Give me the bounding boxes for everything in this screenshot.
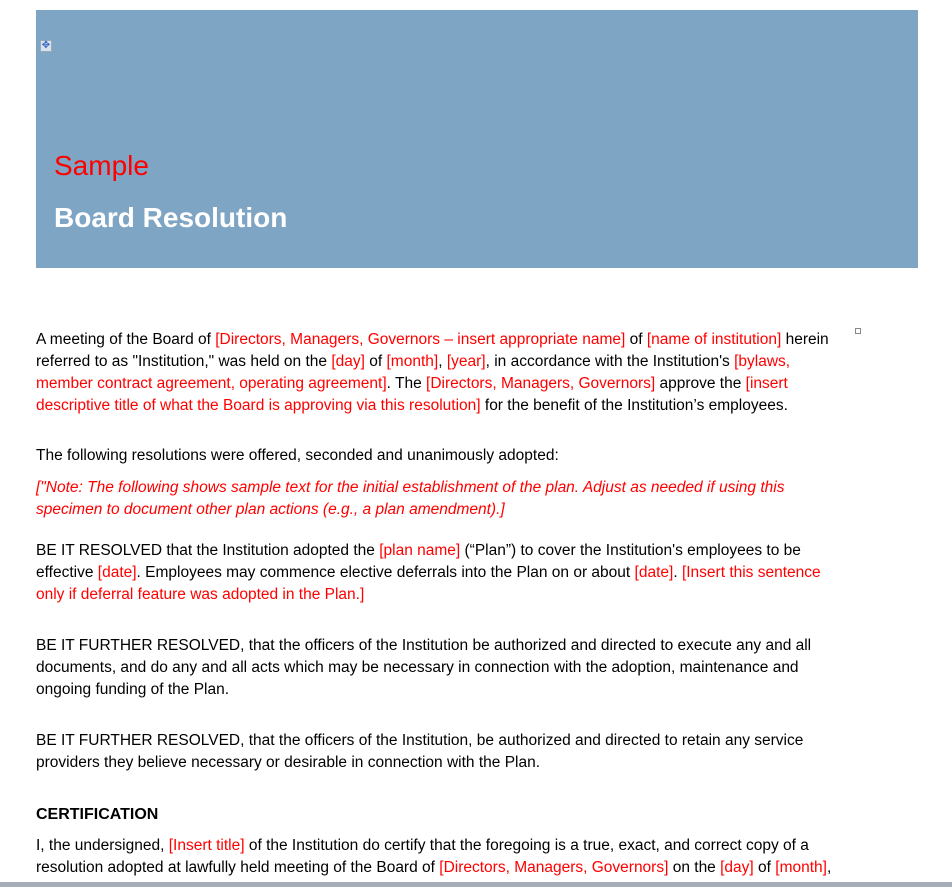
text: of [364, 353, 387, 370]
following-text: The following resolutions were offered, seconded and unanimously adopted: [36, 447, 559, 464]
resolved-paragraph-2 [36, 635, 916, 701]
placeholder-effective-date[interactable]: [date] [97, 564, 137, 581]
placeholder-month[interactable]: [month] [386, 353, 439, 370]
certification-heading: CERTIFICATION [36, 806, 159, 823]
text: resolution adopted at lawfully held meeting of the Board of [36, 859, 440, 876]
resolved2-line-1: BE IT FURTHER RESOLVED, that the officers of the Institution be authorized and directed to execute any and all [36, 637, 812, 654]
certification-line-2 [36, 857, 916, 879]
placeholder-board-type-2[interactable]: [Directors, Managers, Governors] [426, 375, 656, 392]
placeholder-board-type[interactable]: [Directors, Managers, Governors – insert appropriate name] [215, 331, 626, 348]
placeholder-cert-day[interactable]: [day] [720, 859, 754, 876]
text: . [673, 564, 682, 581]
note-line-1: ["Note: The following shows sample text for the initial establishment of the plan. Adjust as needed if using this [36, 479, 785, 496]
text: on the [668, 859, 721, 876]
text: I, the undersigned, [36, 837, 169, 854]
window-bottom-border [0, 882, 952, 887]
text: of the Institution do certify that the foregoing is a true, exact, and correct copy of a [244, 837, 809, 854]
text: BE IT RESOLVED that the Institution adopted the [36, 542, 380, 559]
text: effective [36, 564, 98, 581]
resolved1-line-2 [36, 562, 916, 584]
intro-paragraph [36, 329, 916, 417]
text: of [753, 859, 776, 876]
intro-line-4 [36, 395, 916, 417]
sample-label: Sample [54, 150, 149, 181]
placeholder-institution-name[interactable]: [name of institution] [646, 331, 782, 348]
placeholder-deferral-date[interactable]: [date] [634, 564, 674, 581]
text: herein [781, 331, 829, 348]
placeholder-bylaws[interactable]: [bylaws, [734, 353, 791, 370]
resolved-paragraph-1 [36, 540, 916, 606]
text: , [826, 859, 832, 876]
placeholder-descriptive-title[interactable]: [insert [745, 375, 788, 392]
text: A meeting of the Board of [36, 331, 216, 348]
note-paragraph [36, 477, 916, 521]
text: , [438, 353, 447, 370]
placeholder-bylaws-cont[interactable]: member contract agreement, operating agreement] [36, 375, 387, 392]
placeholder-board-type-3[interactable]: [Directors, Managers, Governors] [439, 859, 669, 876]
text: for the benefit of the Institution’s employees. [480, 397, 788, 414]
following-paragraph [36, 445, 916, 467]
placeholder-insert-title[interactable]: [Insert title] [168, 837, 245, 854]
note-line-2: specimen to document other plan actions (e.g., a plan amendment).] [36, 501, 505, 518]
resolved-paragraph-3 [36, 730, 916, 774]
resolved1-line-3[interactable]: only if deferral feature was adopted in the Plan.] [36, 586, 365, 603]
placeholder-day[interactable]: [day] [331, 353, 365, 370]
text: of [625, 331, 647, 348]
text: approve the [655, 375, 746, 392]
move-arrows-icon[interactable]: ✥ [41, 40, 51, 51]
resolved2-line-3: ongoing funding of the Plan. [36, 681, 230, 698]
text: , in accordance with the Institution's [485, 353, 735, 370]
resolved2-line-2: documents, and do any and all acts which may be necessary in connection with the adoption, maintenance and [36, 659, 799, 676]
certification-paragraph [36, 835, 916, 879]
document-title: Board Resolution [54, 202, 288, 233]
resolved3-line-2: providers they believe necessary or desirable in connection with the Plan. [36, 754, 541, 771]
placeholder-plan-name[interactable]: [plan name] [379, 542, 461, 559]
resolved3-line-1: BE IT FURTHER RESOLVED, that the officers of the Institution, be authorized and directed to retain any service [36, 732, 804, 749]
text: . The [386, 375, 427, 392]
text: (“Plan”) to cover the Institution's employees to be [460, 542, 801, 559]
resolved1-line-1 [36, 540, 916, 562]
text: . Employees may commence elective deferrals into the Plan on or about [136, 564, 635, 581]
intro-line-1 [36, 329, 916, 351]
placeholder-cert-month[interactable]: [month] [775, 859, 827, 876]
placeholder-descriptive-title-cont[interactable]: descriptive title of what the Board is approving via this resolution] [36, 397, 481, 414]
intro-line-2 [36, 351, 916, 373]
intro-line-3 [36, 373, 916, 395]
text: referred to as "Institution," was held on the [36, 353, 332, 370]
placeholder-year[interactable]: [year] [446, 353, 486, 370]
certification-line-1 [36, 835, 916, 857]
placeholder-insert-sentence[interactable]: [Insert this sentence [681, 564, 821, 581]
